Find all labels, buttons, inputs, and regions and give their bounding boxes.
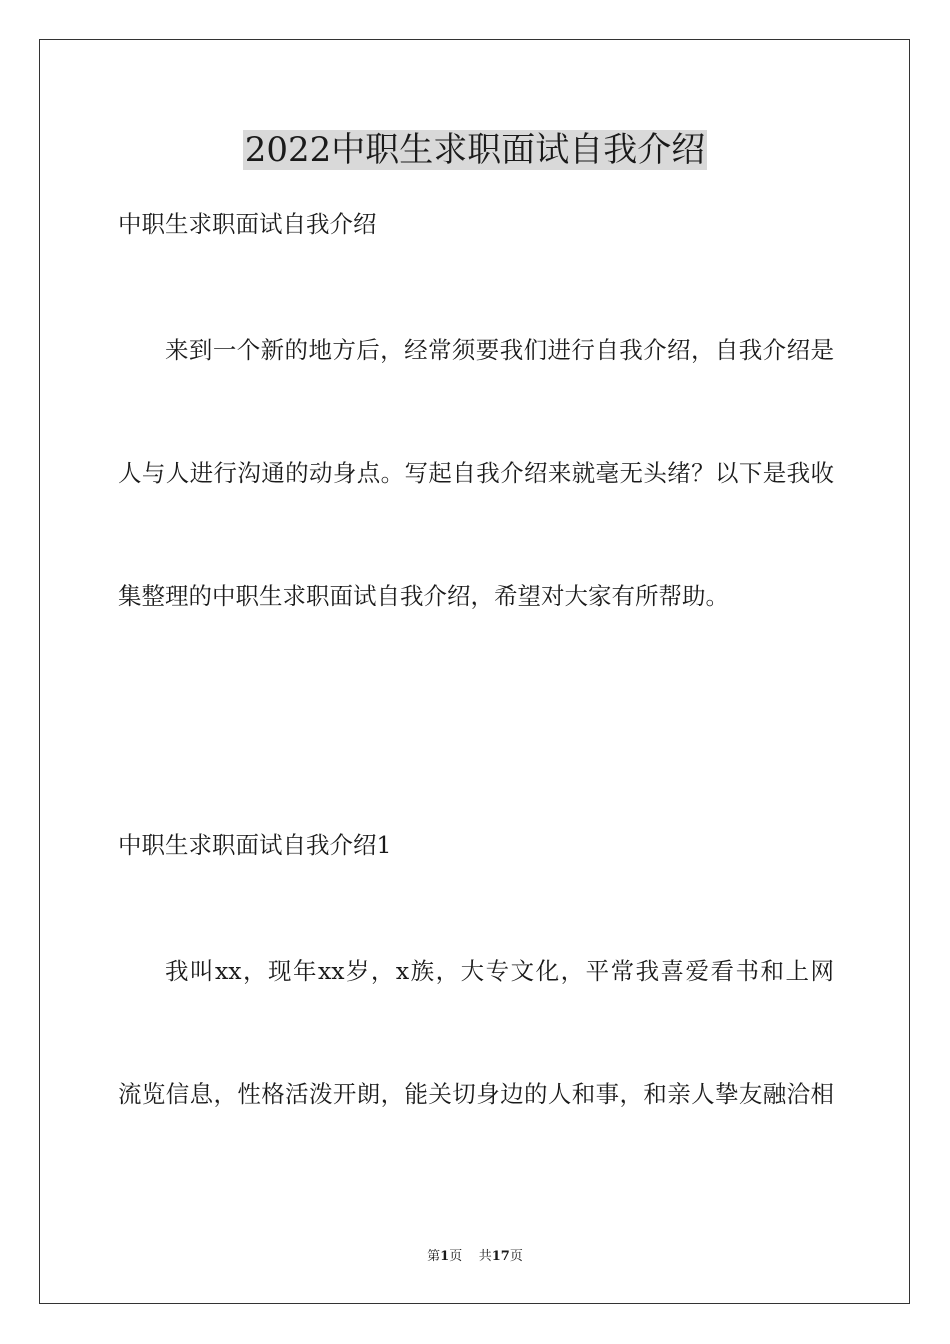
footer-page-prefix: 第 (427, 1249, 441, 1264)
intro-paragraph-line-3: 集整理的中职生求职面试自我介绍，希望对大家有所帮助。 (118, 582, 729, 610)
footer-total-prefix: 共 (478, 1249, 492, 1264)
document-title (0, 128, 950, 172)
footer-page-number: 1 (440, 1249, 450, 1264)
footer-page-suffix: 页 (449, 1249, 463, 1264)
intro-paragraph-line-1: 来到一个新的地方后，经常须要我们进行自我介绍，自我介绍是 (165, 336, 834, 364)
document-title-text: 2022中职生求职面试自我介绍 (244, 130, 706, 170)
intro-paragraph-line-2: 人与人进行沟通的动身点。写起自我介绍来就毫无头绪？以下是我收 (118, 459, 834, 487)
footer-total-suffix: 页 (509, 1249, 523, 1264)
footer-total-pages: 17 (491, 1249, 510, 1264)
section-paragraph-line-2: 流览信息，性格活泼开朗，能关切身边的人和事，和亲人挚友融洽相 (118, 1080, 834, 1108)
document-subtitle: 中职生求职面试自我介绍 (118, 210, 377, 238)
page-footer (0, 1248, 950, 1266)
section-heading: 中职生求职面试自我介绍1 (118, 831, 392, 859)
section-paragraph-line-1: 我叫xx，现年xx岁，x族，大专文化，平常我喜爱看书和上网 (165, 957, 834, 985)
